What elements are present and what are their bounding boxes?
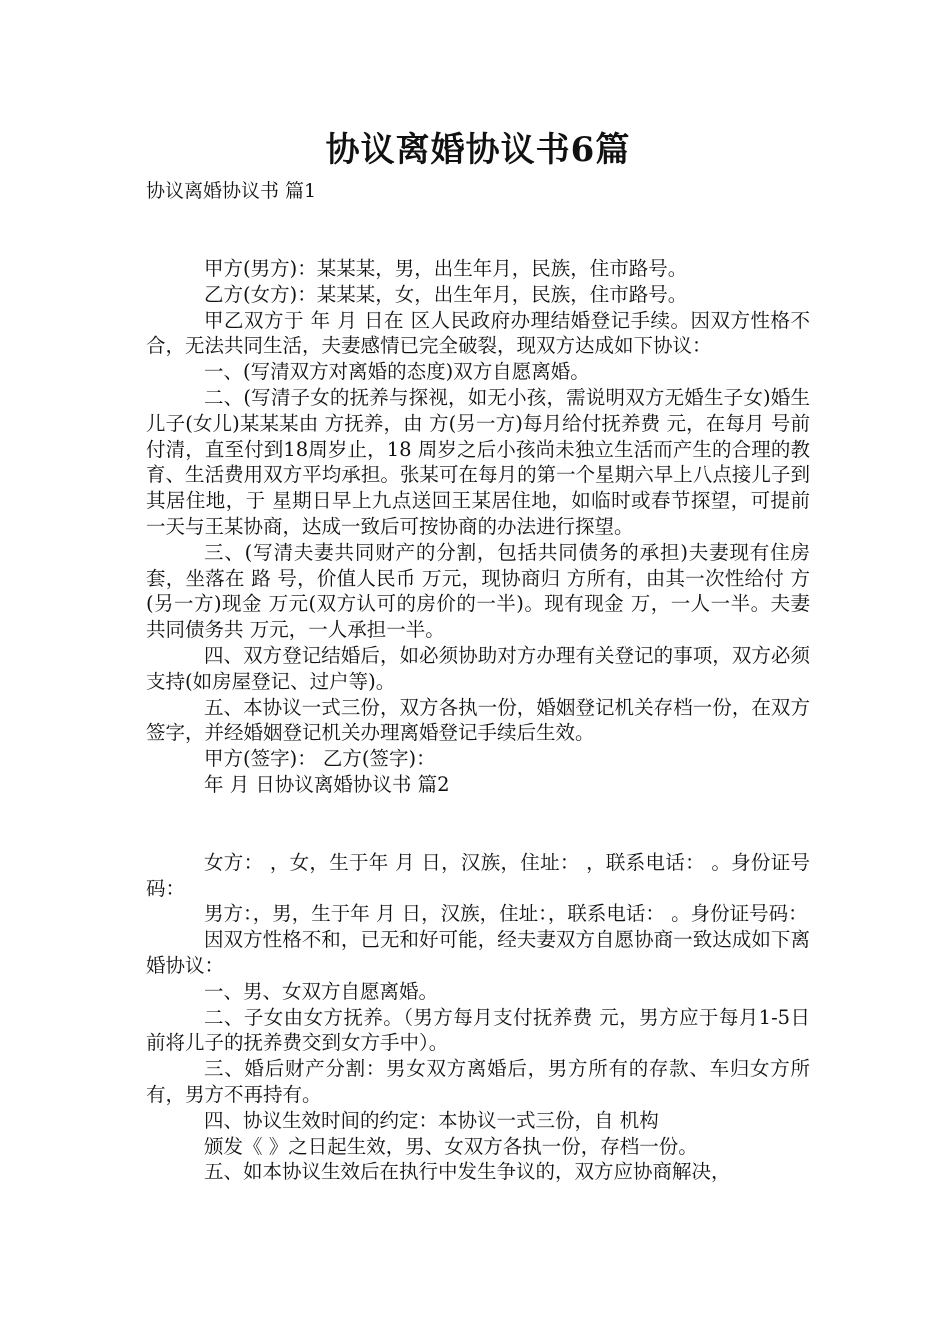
clause-1: 一、男、女双方自愿离婚。 [204, 979, 439, 1003]
clause-1: 一、(写清双方对离婚的态度)双方自愿离婚。 [204, 360, 590, 384]
section-1-body [146, 256, 810, 798]
section-2-body [146, 850, 810, 1185]
section-heading-1: 协议离婚协议书 篇1 [146, 180, 317, 202]
party-a-line: 甲方(男方)：某某某，男，出生年月，民族，住市路号。 [204, 257, 688, 280]
clause-4: 四、双方登记结婚后，如必须协助对方办理有关登记的事项，双方必须支持(如房屋登记、过户等)。 [146, 643, 810, 693]
clause-5: 五、如本协议生效后在执行中发生争议的，双方应协商解决， [204, 1160, 731, 1184]
clause-4-continued: 颁发《 》之日起生效，男、女双方各执一份，存档一份。 [204, 1134, 698, 1158]
signature-line: 甲方(签字)： 乙方(签字)： [204, 747, 436, 771]
party-b-line: 乙方(女方)：某某某，女，出生年月，民族，住市路号。 [204, 282, 688, 306]
clause-4: 四、协议生效时间的约定：本协议一式三份，自 机构 [204, 1108, 659, 1132]
clause-3: 三、(写清夫妻共同财产的分割，包括共同债务的承担)夫妻现有住房 套，坐落在 路 号，价值人民币 万元，现协商归 方所有，由其一次性给付 方(另一方)现金 万元(双方认可的房价的一半)。现有现金 万，一人一半。夫妻共同债务共 万元，一人承担一半。 [146, 540, 810, 642]
clause-3: 三、婚后财产分割：男女双方离婚后，男方所有的存款、车归女方所有，男方不再持有。 [146, 1057, 810, 1106]
clause-5: 五、本协议一式三份，双方各执一份，婚姻登记机关存档一份，在双方签字，并经婚姻登记机关办理离婚登记手续后生效。 [146, 695, 810, 745]
document-title: 协议离婚协议书6篇 [325, 130, 631, 170]
reason-paragraph: 因双方性格不和，已无和好可能，经夫妻双方自愿协商一致达成如下离婚协议： [146, 928, 810, 977]
male-party-line: 男方：，男，生于年 月 日，汉族，住址：，联系电话： 。身份证号码： [204, 902, 808, 926]
blank-space [146, 204, 810, 256]
clause-2: 二、子女由女方抚养。（男方每月支付抚养费 元，男方应于每月1-5日前将儿子的抚养费交到女方手中）。 [146, 1005, 810, 1055]
blank-space [146, 798, 810, 850]
preamble-paragraph: 甲乙双方于 年 月 日在 区人民政府办理结婚登记手续。因双方性格不合，无法共同生活，夫妻感情已完全破裂，现双方达成如下协议： [146, 308, 810, 358]
date-and-section-heading-2: 年 月 日协议离婚协议书 篇2 [204, 772, 450, 796]
female-party-line: 女方： ，女，生于年 月 日，汉族，住址： ，联系电话： 。身份证号码： [146, 850, 810, 900]
clause-2: 二、(写清子女的抚养与探视，如无小孩，需说明双方无婚生子女)婚生儿子(女儿)某某某由 方抚养，由 方(另一方)每月给付抚养费 元，在每月 号前付清，直至付到18周岁止，18 周岁之后小孩尚未独立生活而产生的合理的教育、生活费用双方平均承担。张某可在每月的第一个星期六早上八点接儿子到其居住地，于 星期日早上九点送回王某居住地，如临时或春节探望，可提前一天与王某协商，达成一致后可按协商的办法进行探望。 [146, 385, 810, 538]
